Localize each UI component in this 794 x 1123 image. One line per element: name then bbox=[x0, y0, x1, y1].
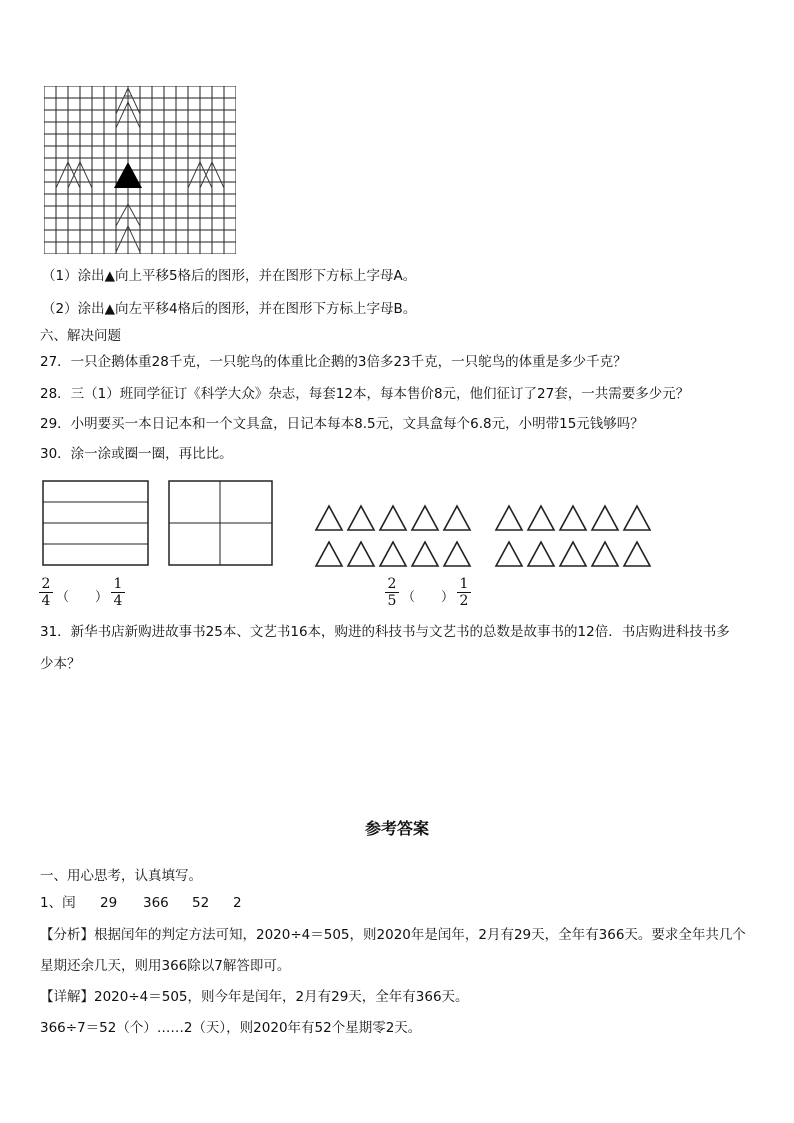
question-27: 27．一只企鹅体重28千克，一只鸵鸟的体重比企鹅的3倍多23千克，一只鸵鸟的体重是多少千克？ bbox=[40, 354, 627, 370]
rectangle-fourths-quadrants bbox=[168, 480, 274, 567]
triangle-outline bbox=[348, 542, 374, 566]
fraction-numerator: 2 bbox=[387, 576, 397, 592]
fraction-numerator: 1 bbox=[113, 576, 123, 592]
arrow-pattern-left bbox=[56, 162, 92, 188]
fraction-denominator: 4 bbox=[41, 593, 51, 609]
arrow-pattern-right bbox=[188, 162, 224, 188]
answer-1-label: 1、闰 bbox=[40, 895, 76, 911]
triangle-outline bbox=[496, 506, 522, 530]
triangle-outline bbox=[592, 542, 618, 566]
fraction-1-2 bbox=[458, 576, 470, 609]
section-6-title: 六、解决问题 bbox=[40, 328, 121, 344]
black-triangle bbox=[114, 162, 142, 188]
triangle-outline bbox=[624, 542, 650, 566]
triangle-outline bbox=[624, 506, 650, 530]
question-30: 30．涂一涂或圈一圈，再比比。 bbox=[40, 446, 233, 462]
fraction-denominator: 5 bbox=[387, 593, 397, 609]
fraction-2-4 bbox=[40, 576, 52, 609]
fraction-denominator: 4 bbox=[113, 593, 123, 609]
answer-1-value-4: 2 bbox=[233, 895, 242, 911]
triangle-outline bbox=[444, 506, 470, 530]
question-28: 28．三（1）班同学征订《科学大众》杂志，每套12本，每本售价8元，他们征订了27套，一共需要多少元？ bbox=[40, 386, 690, 402]
triangle-outline bbox=[528, 506, 554, 530]
question-29: 29．小明要买一本日记本和一个文具盒，日记本每本8.5元，文具盒每个6.8元，小明带15元钱够吗？ bbox=[40, 416, 644, 432]
triangles-group-right bbox=[492, 504, 658, 570]
fraction-1-4 bbox=[112, 576, 124, 609]
analysis-line-2: 星期还余几天，则用366除以7解答即可。 bbox=[40, 958, 291, 974]
q26-part2: （2）涂出▲向左平移4格后的图形，并在图形下方标上字母B。 bbox=[42, 301, 417, 317]
answer-title: 参考答案 bbox=[364, 819, 429, 838]
fraction-numerator: 1 bbox=[459, 576, 469, 592]
triangle-outline bbox=[496, 542, 522, 566]
triangles-group-left bbox=[312, 504, 478, 570]
triangle-outline bbox=[316, 506, 342, 530]
translation-grid bbox=[44, 86, 236, 254]
triangle-outline bbox=[412, 542, 438, 566]
triangle-outline bbox=[380, 542, 406, 566]
triangle-outline bbox=[316, 542, 342, 566]
triangle-outline bbox=[412, 506, 438, 530]
question-31-line1: 31．新华书店新购进故事书25本、文艺书16本，购进的科技书与文艺书的总数是故事书的12倍．书店购进科技书多 bbox=[40, 624, 730, 640]
answer-1-value-3: 52 bbox=[192, 895, 210, 911]
triangle-outline bbox=[348, 506, 374, 530]
triangle-outline bbox=[444, 542, 470, 566]
triangle-outline bbox=[592, 506, 618, 530]
answer-1-value-1: 29 bbox=[100, 895, 118, 911]
detail-line-2: 366÷7＝52（个）……2（天），则2020年有52个星期零2天。 bbox=[40, 1020, 422, 1036]
triangle-outline bbox=[560, 542, 586, 566]
compare-blank-1[interactable]: （ ） bbox=[56, 590, 109, 605]
detail-line-1: 【详解】2020÷4＝505，则今年是闰年，2月有29天，全年有366天。 bbox=[40, 989, 469, 1005]
compare-blank-2[interactable]: （ ） bbox=[402, 590, 455, 605]
triangle-outline bbox=[528, 542, 554, 566]
analysis-line-1: 【分析】根据闰年的判定方法可知，2020÷4＝505，则2020年是闰年，2月有29天，全年有366天。要求全年共几个 bbox=[40, 927, 746, 943]
rectangle-fourths-strips bbox=[42, 480, 150, 567]
question-31-line2: 少本？ bbox=[40, 656, 81, 672]
fraction-2-5 bbox=[386, 576, 398, 609]
arrow-pattern-bottom bbox=[116, 204, 140, 252]
answer-section-1: 一、用心思考，认真填写。 bbox=[40, 868, 202, 884]
fraction-numerator: 2 bbox=[41, 576, 51, 592]
triangle-outline bbox=[560, 506, 586, 530]
q26-part1: （1）涂出▲向上平移5格后的图形，并在图形下方标上字母A。 bbox=[42, 268, 417, 284]
answer-1-value-2: 366 bbox=[143, 895, 169, 911]
fraction-denominator: 2 bbox=[459, 593, 469, 609]
triangle-outline bbox=[380, 506, 406, 530]
